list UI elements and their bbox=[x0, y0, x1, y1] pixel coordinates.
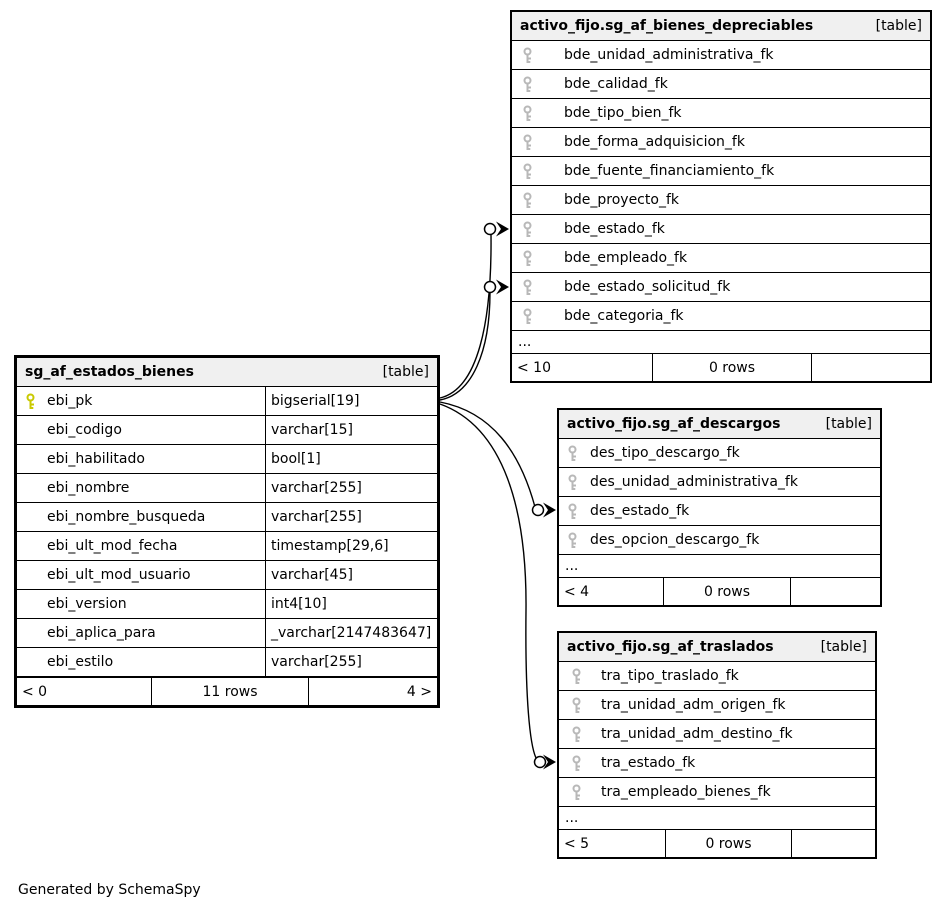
table-title: sg_af_estados_bienes bbox=[25, 364, 194, 380]
column-name: tra_unidad_adm_origen_fk bbox=[601, 697, 786, 713]
foreign-key-icon bbox=[567, 532, 578, 553]
column-name: des_opcion_descargo_fk bbox=[590, 532, 760, 548]
column-row-tra_tipo_traslado_fk bbox=[559, 662, 875, 691]
column-row-ebi_habilitado bbox=[17, 445, 437, 474]
column-row-ebi_version bbox=[17, 590, 437, 619]
foreign-key-icon bbox=[522, 250, 533, 271]
column-type: timestamp[29,6] bbox=[271, 538, 389, 554]
foreign-key-icon bbox=[571, 726, 582, 747]
column-row-tra_empleado_bienes_fk bbox=[559, 778, 875, 807]
table-header[interactable] bbox=[512, 12, 930, 41]
column-type: bool[1] bbox=[271, 451, 321, 467]
table-footer bbox=[17, 677, 437, 705]
foreign-key-icon bbox=[571, 784, 582, 805]
column-row-bde_forma_adquisicion_fk bbox=[512, 128, 930, 157]
foreign-key-icon bbox=[522, 47, 533, 68]
foreign-key-icon bbox=[571, 668, 582, 689]
column-row-bde_calidad_fk bbox=[512, 70, 930, 99]
column-name: bde_empleado_fk bbox=[564, 250, 688, 266]
hidden-columns-ellipsis: ... bbox=[559, 807, 875, 830]
column-row-tra_estado_fk bbox=[559, 749, 875, 778]
table-tag: [table] bbox=[382, 364, 429, 380]
table-tag: [table] bbox=[875, 18, 922, 34]
column-name: bde_categoria_fk bbox=[564, 308, 684, 324]
table-sg_af_estados_bienes bbox=[14, 355, 440, 708]
column-name: tra_estado_fk bbox=[601, 755, 696, 771]
table-footer bbox=[559, 830, 875, 857]
primary-key-icon bbox=[25, 393, 36, 414]
fk-edge-des-estado bbox=[440, 402, 535, 507]
column-name: ebi_codigo bbox=[17, 416, 266, 444]
column-row-bde_tipo_bien_fk bbox=[512, 99, 930, 128]
table-sg_af_traslados bbox=[557, 631, 877, 859]
column-row-des_estado_fk bbox=[559, 497, 880, 526]
column-row-ebi_ult_mod_usuario bbox=[17, 561, 437, 590]
foreign-key-icon bbox=[567, 474, 578, 495]
column-name: tra_unidad_adm_destino_fk bbox=[601, 726, 793, 742]
footer-children-count: < 0 bbox=[22, 683, 48, 700]
footer-parents-count bbox=[790, 578, 880, 605]
table-header[interactable] bbox=[17, 358, 437, 387]
footer-parents-count bbox=[811, 354, 930, 381]
footer-parents-count bbox=[791, 830, 875, 857]
generated-by-caption: Generated by SchemaSpy bbox=[18, 882, 201, 898]
column-row-bde_unidad_administrativa_fk bbox=[512, 41, 930, 70]
foreign-key-icon bbox=[522, 308, 533, 329]
column-type: _varchar[2147483647] bbox=[271, 625, 432, 641]
footer-children-count: < 5 bbox=[564, 835, 590, 852]
column-name: ebi_pk bbox=[17, 387, 266, 415]
column-row-bde_categoria_fk bbox=[512, 302, 930, 331]
column-name: des_estado_fk bbox=[590, 503, 690, 519]
column-name: bde_proyecto_fk bbox=[564, 192, 679, 208]
column-type: varchar[15] bbox=[271, 422, 353, 438]
footer-children-count: < 10 bbox=[517, 359, 551, 376]
table-header[interactable] bbox=[559, 633, 875, 662]
table-sg_af_descargos bbox=[557, 408, 882, 607]
column-type: int4[10] bbox=[271, 596, 327, 612]
table-header[interactable] bbox=[559, 410, 880, 439]
foreign-key-icon bbox=[567, 445, 578, 466]
foreign-key-icon bbox=[522, 105, 533, 126]
table-footer bbox=[559, 578, 880, 605]
column-name: bde_estado_solicitud_fk bbox=[564, 279, 731, 295]
table-title: activo_fijo.sg_af_bienes_depreciables bbox=[520, 18, 814, 34]
column-name: tra_tipo_traslado_fk bbox=[601, 668, 739, 684]
column-name: bde_unidad_administrativa_fk bbox=[564, 47, 774, 63]
column-type: varchar[255] bbox=[271, 480, 362, 496]
column-row-ebi_aplica_para bbox=[17, 619, 437, 648]
column-name: ebi_estilo bbox=[17, 648, 266, 676]
zero-cardinality-icon bbox=[485, 282, 496, 293]
footer-row-count: 11 rows bbox=[151, 678, 308, 705]
fk-edge-tra-estado bbox=[440, 404, 536, 758]
foreign-key-icon bbox=[522, 76, 533, 97]
hidden-columns-ellipsis: ... bbox=[512, 331, 930, 354]
table-sg_af_bienes_depreciables bbox=[510, 10, 932, 383]
column-row-des_opcion_descargo_fk bbox=[559, 526, 880, 555]
zero-cardinality-icon bbox=[535, 757, 546, 768]
foreign-key-icon bbox=[522, 163, 533, 184]
arrowhead-icon bbox=[496, 280, 509, 295]
fk-edge-bde-estado bbox=[440, 234, 491, 398]
footer-children-count: < 4 bbox=[564, 583, 590, 600]
column-row-ebi_estilo bbox=[17, 648, 437, 677]
column-row-des_tipo_descargo_fk bbox=[559, 439, 880, 468]
column-row-ebi_pk bbox=[17, 387, 437, 416]
column-name: ebi_nombre_busqueda bbox=[17, 503, 266, 531]
table-tag: [table] bbox=[825, 416, 872, 432]
foreign-key-icon bbox=[522, 221, 533, 242]
footer-parents-count: 4 > bbox=[308, 678, 437, 705]
column-row-bde_empleado_fk bbox=[512, 244, 930, 273]
column-row-ebi_ult_mod_fecha bbox=[17, 532, 437, 561]
footer-row-count: 0 rows bbox=[665, 830, 791, 857]
column-name: ebi_ult_mod_fecha bbox=[17, 532, 266, 560]
column-row-tra_unidad_adm_destino_fk bbox=[559, 720, 875, 749]
column-name: ebi_habilitado bbox=[17, 445, 266, 473]
column-name: des_unidad_administrativa_fk bbox=[590, 474, 798, 490]
column-name: bde_fuente_financiamiento_fk bbox=[564, 163, 775, 179]
foreign-key-icon bbox=[567, 503, 578, 524]
foreign-key-icon bbox=[522, 279, 533, 300]
fk-edge-bde-estado-solicitud bbox=[440, 292, 490, 400]
column-name: ebi_nombre bbox=[17, 474, 266, 502]
arrowhead-icon bbox=[496, 222, 509, 237]
column-name: ebi_aplica_para bbox=[17, 619, 266, 647]
footer-row-count: 0 rows bbox=[652, 354, 811, 381]
column-name: bde_tipo_bien_fk bbox=[564, 105, 682, 121]
column-type: varchar[255] bbox=[271, 509, 362, 525]
table-title: activo_fijo.sg_af_descargos bbox=[567, 416, 781, 432]
table-tag: [table] bbox=[820, 639, 867, 655]
column-type: varchar[255] bbox=[271, 654, 362, 670]
column-row-des_unidad_administrativa_fk bbox=[559, 468, 880, 497]
column-name: ebi_version bbox=[17, 590, 266, 618]
column-type: varchar[45] bbox=[271, 567, 353, 583]
foreign-key-icon bbox=[522, 192, 533, 213]
column-row-tra_unidad_adm_origen_fk bbox=[559, 691, 875, 720]
foreign-key-icon bbox=[571, 755, 582, 776]
column-type: bigserial[19] bbox=[271, 393, 360, 409]
column-name: bde_calidad_fk bbox=[564, 76, 668, 92]
column-row-bde_estado_fk bbox=[512, 215, 930, 244]
zero-cardinality-icon bbox=[485, 224, 496, 235]
hidden-columns-ellipsis: ... bbox=[559, 555, 880, 578]
foreign-key-icon bbox=[522, 134, 533, 155]
column-row-ebi_nombre_busqueda bbox=[17, 503, 437, 532]
foreign-key-icon bbox=[571, 697, 582, 718]
column-row-ebi_codigo bbox=[17, 416, 437, 445]
table-footer bbox=[512, 354, 930, 381]
column-name: ebi_ult_mod_usuario bbox=[17, 561, 266, 589]
footer-row-count: 0 rows bbox=[663, 578, 790, 605]
column-row-bde_proyecto_fk bbox=[512, 186, 930, 215]
column-name: tra_empleado_bienes_fk bbox=[601, 784, 771, 800]
column-name: des_tipo_descargo_fk bbox=[590, 445, 740, 461]
zero-cardinality-icon bbox=[533, 505, 544, 516]
arrowhead-icon bbox=[543, 503, 556, 518]
column-row-bde_estado_solicitud_fk bbox=[512, 273, 930, 302]
column-row-bde_fuente_financiamiento_fk bbox=[512, 157, 930, 186]
column-name: bde_forma_adquisicion_fk bbox=[564, 134, 745, 150]
column-name: bde_estado_fk bbox=[564, 221, 665, 237]
column-row-ebi_nombre bbox=[17, 474, 437, 503]
table-title: activo_fijo.sg_af_traslados bbox=[567, 639, 774, 655]
